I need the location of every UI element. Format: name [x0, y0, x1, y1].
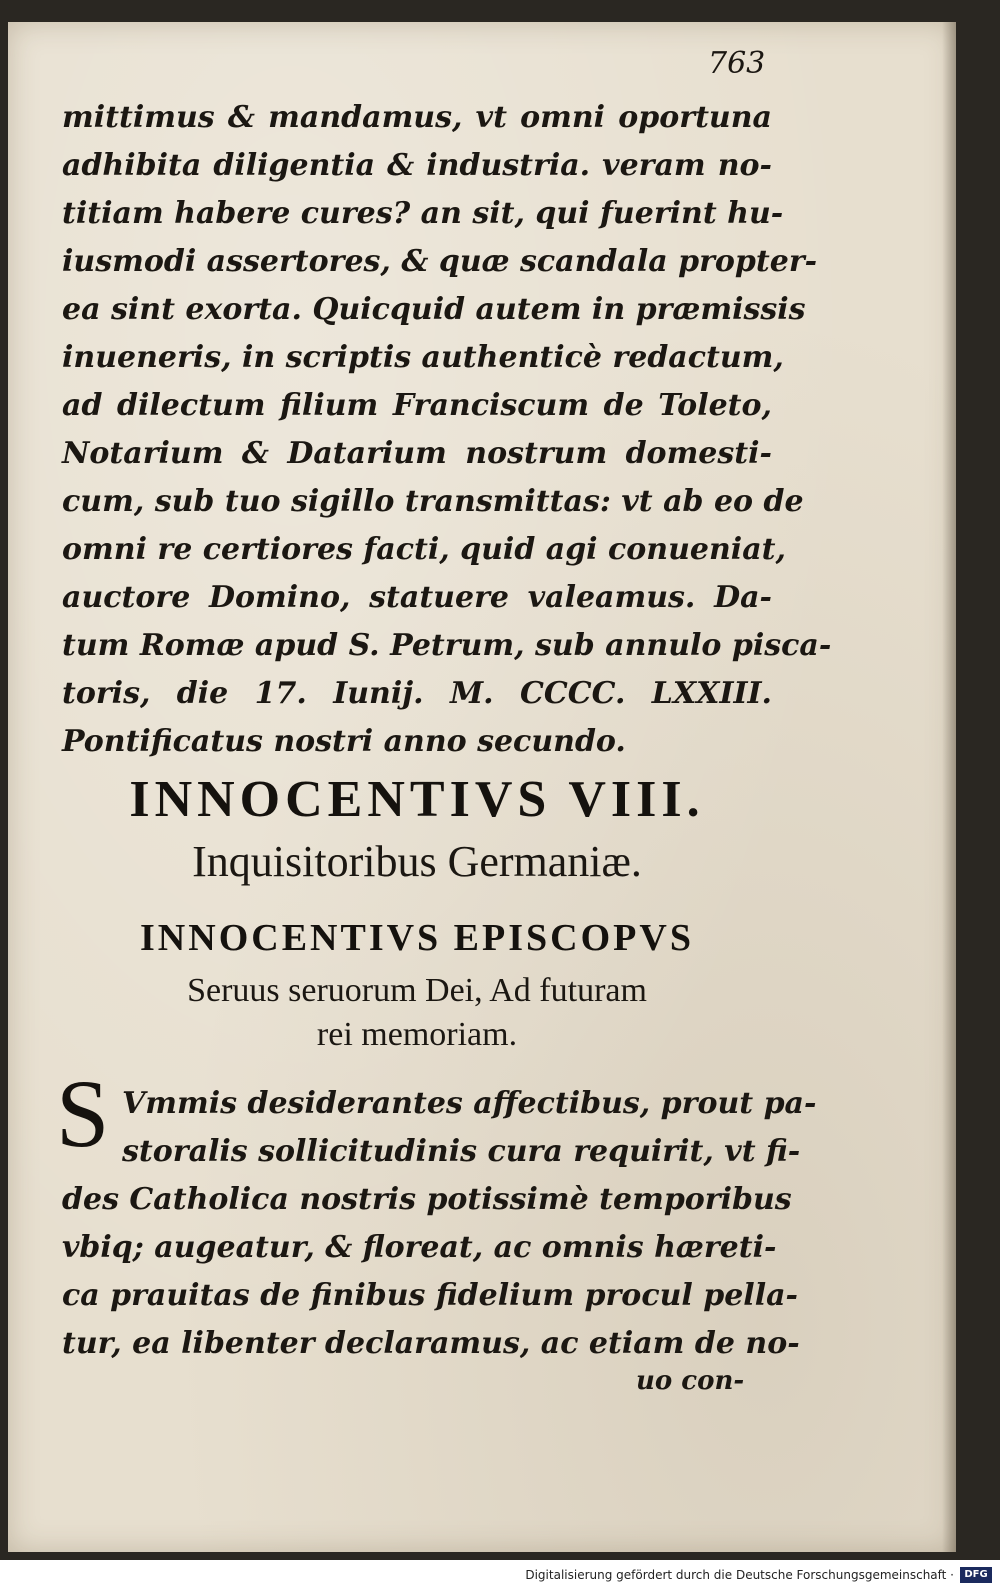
text-line: iusmodi assertores, & quæ scandala propter- — [62, 244, 818, 279]
page-number: 763 — [708, 46, 766, 81]
text-line: auctore Domino, statuere valeamus. Da- — [62, 580, 772, 615]
text-line: adhibita diligentia & industria. veram no- — [62, 148, 772, 183]
bull-text-block — [62, 1080, 817, 1368]
bull-subtitle-line: rei memoriam. — [316, 1016, 518, 1053]
text-line: toris, die 17. Iunij. M. CCCC. LXXIII. — [62, 676, 772, 711]
text-line: mittimus & mandamus, vt omni oportuna — [62, 100, 772, 135]
text-line: ad dilectum filium Franciscum de Toleto, — [62, 388, 772, 423]
text-line: Pontificatus nostri anno secundo. — [62, 724, 626, 759]
text-line: omni re certiores facti, quid agi conueniat, — [62, 532, 786, 567]
text-line: cum, sub tuo sigillo transmittas: vt ab eo de — [62, 484, 804, 519]
dfg-logo: DFG — [960, 1567, 992, 1583]
text-line: titiam habere cures? an sit, qui fuerint hu- — [62, 196, 784, 231]
text-line: tum Romæ apud S. Petrum, sub annulo pisca- — [62, 628, 832, 663]
bull-title: INNOCENTIVS EPISCOPVS — [140, 917, 694, 959]
text-line: inueneris, in scriptis authenticè redactum, — [62, 340, 784, 375]
text-line: Vmmis desiderantes affectibus, prout pa- — [122, 1086, 817, 1121]
section-heading: INNOCENTIVS VIII. — [129, 771, 705, 828]
section-subheading: Inquisitoribus Germaniæ. — [192, 837, 642, 886]
text-line: tur, ea libenter declaramus, ac etiam de no- — [62, 1326, 800, 1361]
text-line: storalis sollicitudinis cura requirit, vt fi- — [122, 1134, 801, 1169]
page-edge-shadow — [942, 22, 956, 1552]
footer-bar — [0, 1560, 1000, 1592]
drop-cap-initial: S — [56, 1060, 110, 1167]
bull-subtitle-line: Seruus seruorum Dei, Ad futuram — [187, 972, 647, 1009]
text-line: ea sint exorta. Quicquid autem in præmissis — [62, 292, 806, 327]
catchword: uo con- — [636, 1366, 745, 1396]
text-line: ca prauitas de finibus fidelium procul pella- — [62, 1278, 798, 1313]
funding-credit: Digitalisierung gefördert durch die Deutsche Forschungsgemeinschaft · — [525, 1568, 954, 1582]
letter-text-block — [62, 94, 832, 766]
text-line: Notarium & Datarium nostrum domesti- — [62, 436, 772, 471]
text-line: vbiq; augeatur, & floreat, ac omnis hæreti- — [62, 1230, 777, 1265]
text-line: des Catholica nostris potissimè temporibus — [62, 1182, 792, 1217]
